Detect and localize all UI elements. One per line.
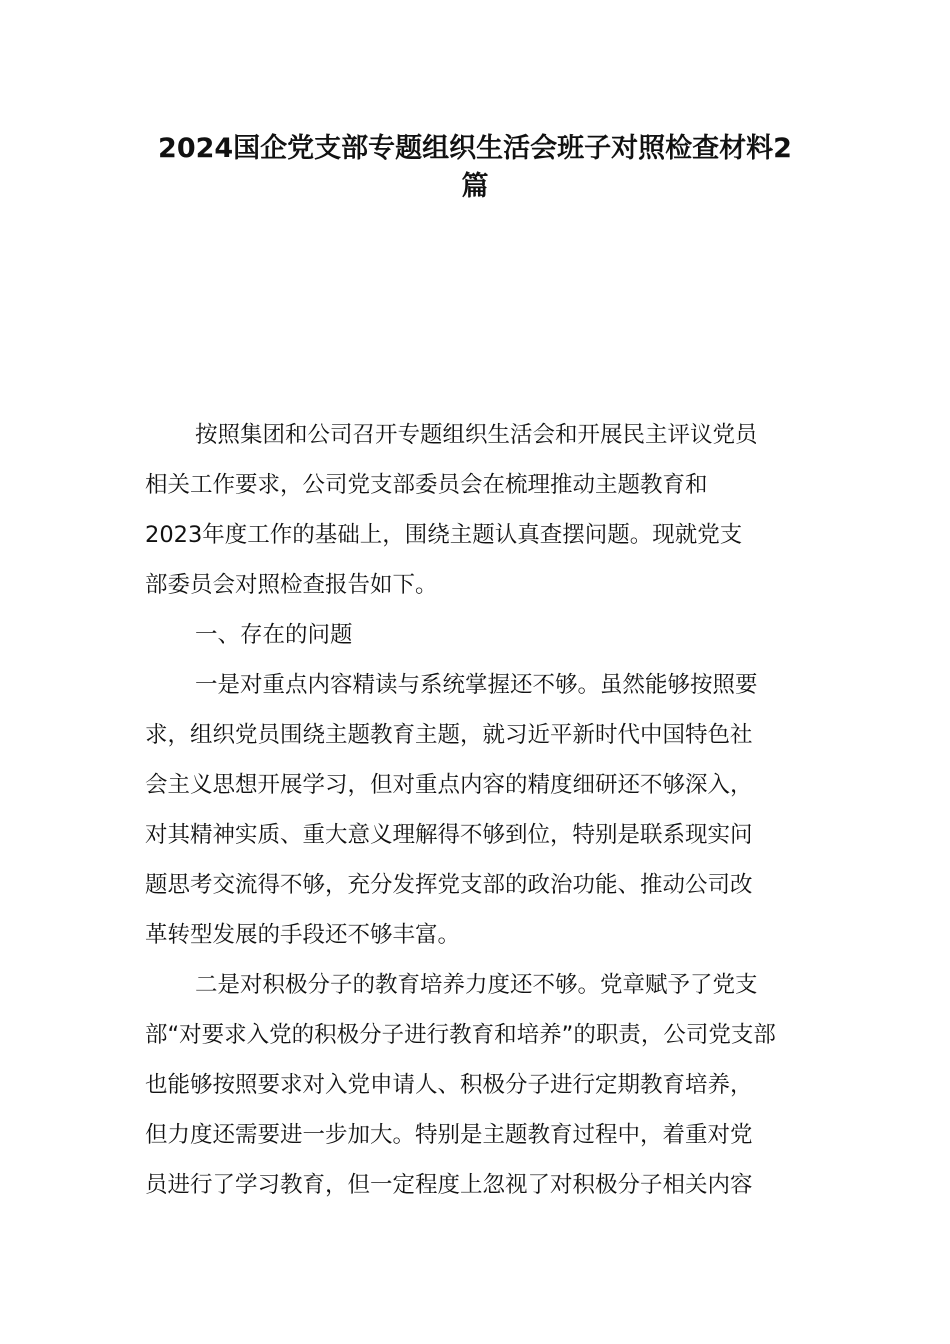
paragraph-line: 对其精神实质、重大意义理解得不够到位，特别是联系现实问 [145,822,753,848]
paragraph-line: 二是对积极分子的教育培养力度还不够。党章赋予了党支 [195,972,758,998]
paragraph-line: 相关工作要求，公司党支部委员会在梳理推动主题教育和 [145,472,708,498]
paragraph-line: 但力度还需要进一步加大。特别是主题教育过程中，着重对党 [145,1122,753,1148]
paragraph-line: 部委员会对照检查报告如下。 [145,572,438,598]
paragraph-line: 2023年度工作的基础上，围绕主题认真查摆问题。现就党支 [145,522,743,548]
paragraph-line: 按照集团和公司召开专题组织生活会和开展民主评议党员 [195,422,758,448]
paragraph-line: 一是对重点内容精读与系统掌握还不够。虽然能够按照要 [195,672,758,698]
paragraph-line: 革转型发展的手段还不够丰富。 [145,922,461,948]
document-body [145,410,810,1210]
paragraph-line: 部“对要求入党的积极分子进行教育和培养”的职责，公司党支部 [145,1022,776,1048]
paragraph-line: 题思考交流得不够，充分发挥党支部的政治功能、推动公司改 [145,872,753,898]
document-title-line-2: 篇 [461,171,489,202]
paragraph-line: 也能够按照要求对入党申请人、积极分子进行定期教育培养， [145,1072,753,1098]
section-heading: 一、存在的问题 [195,622,353,648]
paragraph-line: 会主义思想开展学习，但对重点内容的精度细研还不够深入， [145,772,753,798]
document-title [140,130,810,206]
paragraph-line: 员进行了学习教育，但一定程度上忽视了对积极分子相关内容 [145,1172,753,1198]
paragraph-line: 求，组织党员围绕主题教育主题，就习近平新时代中国特色社 [145,722,753,748]
document-title-line-1: 2024国企党支部专题组织生活会班子对照检查材料2 [158,133,792,164]
